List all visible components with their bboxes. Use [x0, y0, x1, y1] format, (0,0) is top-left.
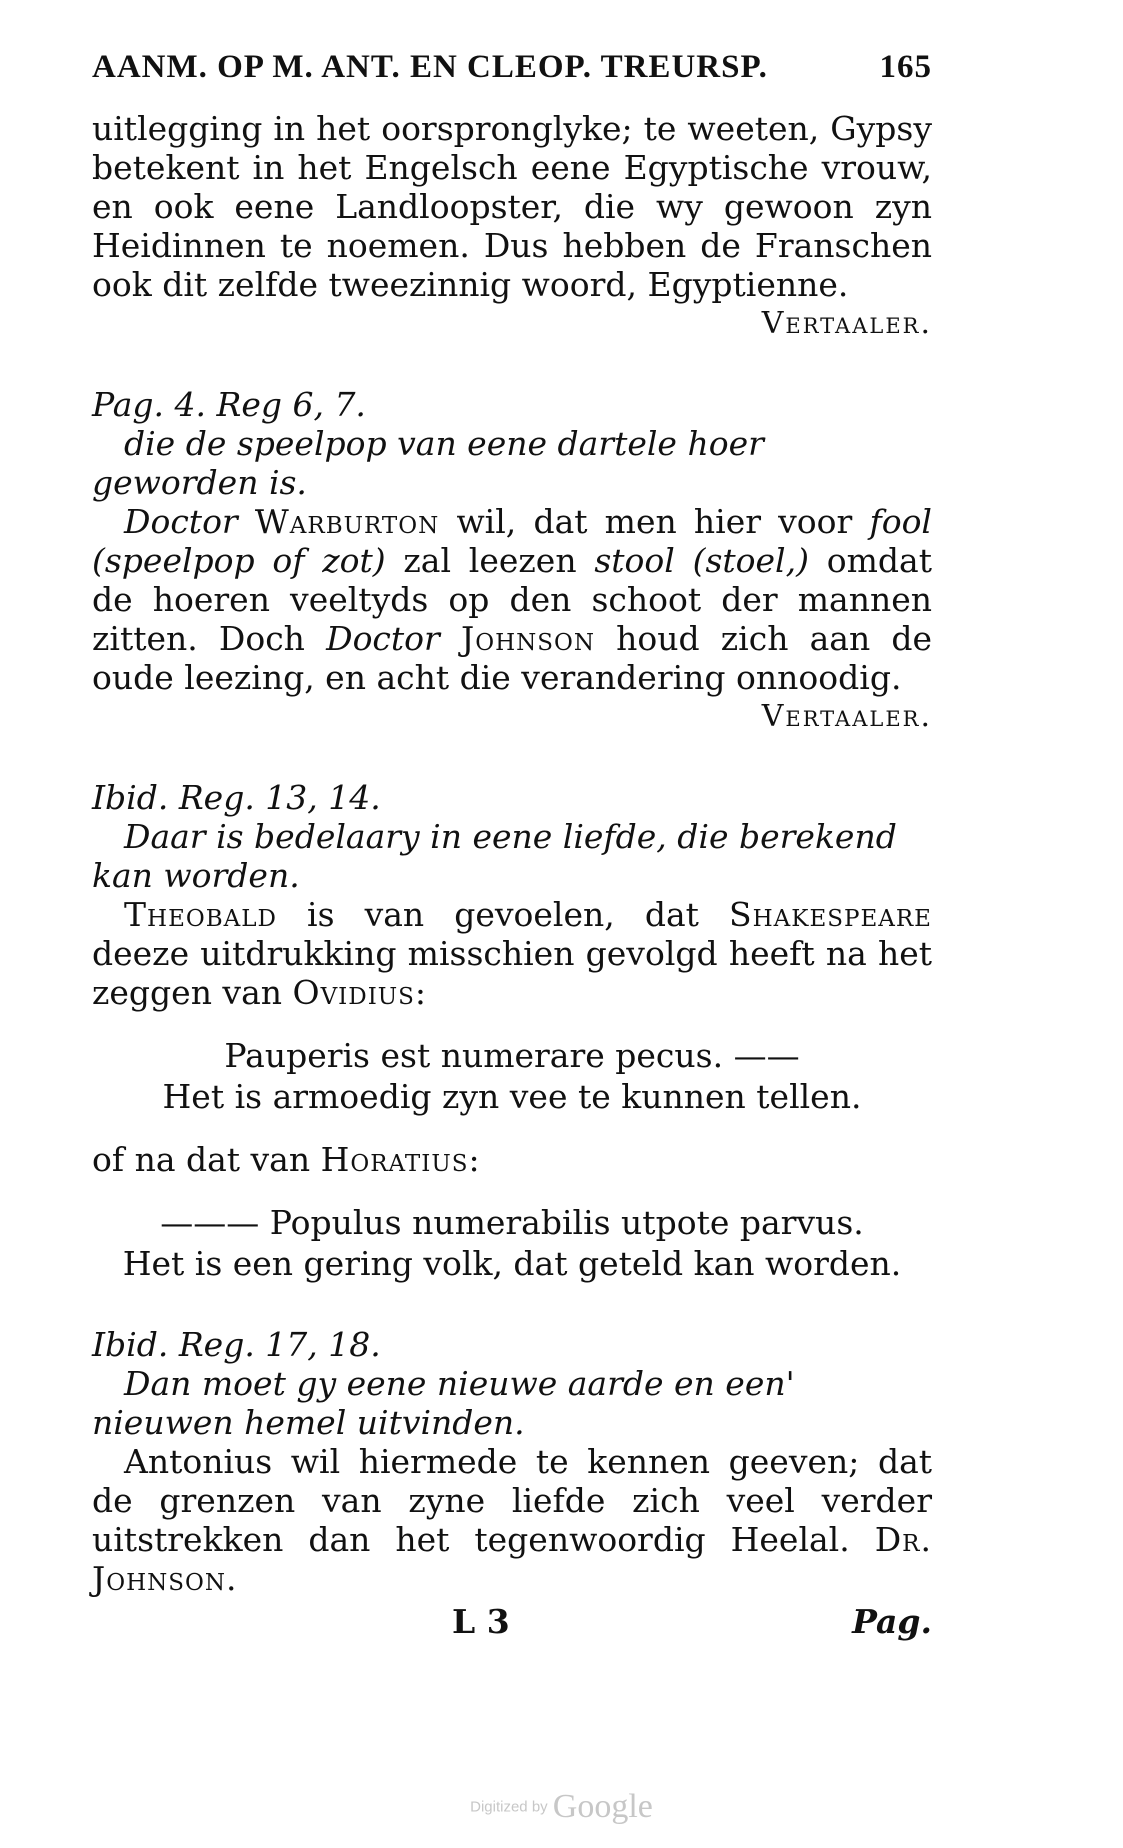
note-lemma: die de speelpop van eene dartele hoer geworden is.: [92, 424, 764, 502]
translator-signature: Vertaaler.: [761, 699, 932, 734]
verse-translation: Het is een gering volk, dat geteld kan worden.: [122, 1244, 902, 1283]
note-reference: Ibid. Reg. 13, 14.: [92, 778, 381, 817]
book-page: [92, 48, 932, 1641]
paragraph-gypsy: uitlegging in het oorspronglyke; te weeten, Gypsy betekent in het Engelsch eene Egyptische vrouw, en ook eene Landloopster, die wy gewoon zyn Heidinnen te noemen. Dus hebben de Franschen ook dit zelfde tweezinnig woord, Egyptienne.: [92, 109, 932, 304]
page-number: 165: [879, 49, 932, 85]
digitized-watermark: [0, 1788, 1123, 1826]
catchword: Pag.: [852, 1602, 932, 1641]
verse-translation: Het is armoedig zyn vee te kunnen tellen.: [162, 1077, 862, 1116]
note-reference: Pag. 4. Reg 6, 7.: [92, 385, 366, 424]
watermark-prefix: Digitized by: [470, 1798, 548, 1816]
note-lemma: Daar is bedelaary in eene liefde, die berekend kan worden.: [92, 817, 897, 895]
page-footer: [92, 1602, 932, 1641]
verse-quotation: [92, 1203, 932, 1283]
note-commentary: Theobald is van gevoelen, dat Shakespeare deeze uitdrukking misschien gevolgd heeft na het zeggen van Ovidius:: [92, 895, 932, 1012]
verse-latin: Pauperis est numerare pecus. ——: [224, 1036, 800, 1075]
verse-latin: ——— Populus numerabilis utpote parvus.: [160, 1203, 864, 1242]
note-lemma: Dan moet gy eene nieuwe aarde en een' nieuwen hemel uitvinden.: [92, 1364, 795, 1442]
verse-quotation: [92, 1036, 932, 1116]
note-commentary: Doctor Warburton wil, dat men hier voor fool (speelpop of zot) zal leezen stool (stoel,) omdat de hoeren veeltyds op den schoot der mannen zitten. Doch Doctor Johnson houd zich aan de oude leezing, en acht die verandering onnoodig.: [92, 502, 933, 697]
translator-signature: Vertaaler.: [761, 306, 932, 341]
watermark-brand: Google: [552, 1788, 653, 1825]
quote-intro: of na dat van Horatius:: [92, 1140, 481, 1179]
running-title: AANM. OP M. ANT. EN CLEOP. TREURSP.: [92, 49, 768, 85]
note-commentary: Antonius wil hiermede te kennen geeven; dat de grenzen van zyne liefde zich veel verder uitstrekken dan het tegenwoordig Heelal. Dr. Johnson.: [92, 1442, 932, 1598]
running-header: [92, 48, 932, 87]
signature-mark: L 3: [452, 1602, 510, 1641]
note-reference: Ibid. Reg. 17, 18.: [92, 1325, 381, 1364]
